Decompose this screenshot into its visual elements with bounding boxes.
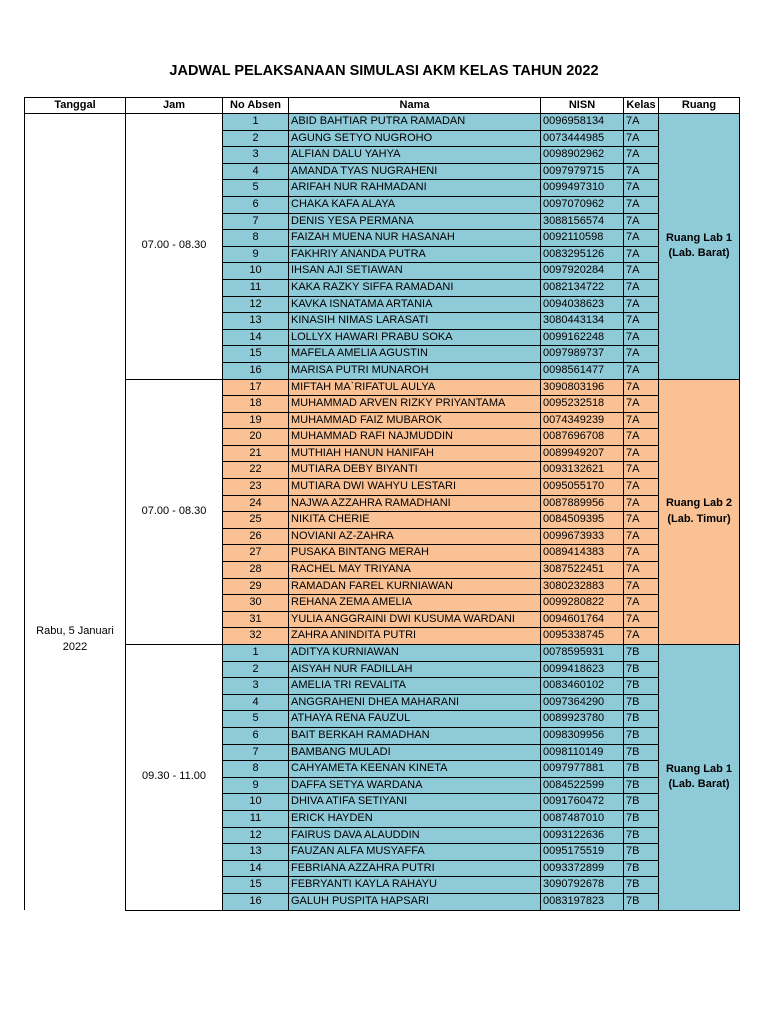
- student-name: AMANDA TYAS NUGRAHENI: [289, 163, 541, 180]
- nisn-value: 3088156574: [541, 213, 624, 230]
- kelas-value: 7A: [624, 213, 659, 230]
- nisn-value: 0089414383: [541, 545, 624, 562]
- student-name: ADITYA KURNIAWAN: [289, 645, 541, 662]
- nisn-value: 0091760472: [541, 794, 624, 811]
- nisn-value: 0098309956: [541, 727, 624, 744]
- student-name: FEBRIANA AZZAHRA PUTRI: [289, 860, 541, 877]
- header-tanggal: Tanggal: [25, 98, 126, 114]
- absen-number: 2: [223, 661, 289, 678]
- page-title: JADWAL PELAKSANAAN SIMULASI AKM KELAS TAHUN 2022: [169, 63, 599, 79]
- student-name: YULIA ANGGRAINI DWI KUSUMA WARDANI: [289, 611, 541, 628]
- absen-number: 15: [223, 877, 289, 894]
- kelas-value: 7B: [624, 877, 659, 894]
- nisn-value: 3090803196: [541, 379, 624, 396]
- room-location: (Lab. Barat): [668, 778, 730, 791]
- student-name: MUHAMMAD ARVEN RIZKY PRIYANTAMA: [289, 396, 541, 413]
- absen-number: 4: [223, 163, 289, 180]
- header-ruang: Ruang: [659, 98, 740, 114]
- time-slot-cell: 07.00 - 08.30: [126, 114, 223, 380]
- kelas-value: 7B: [624, 777, 659, 794]
- absen-number: 4: [223, 694, 289, 711]
- absen-number: 5: [223, 180, 289, 197]
- absen-number: 28: [223, 562, 289, 579]
- absen-number: 13: [223, 844, 289, 861]
- kelas-value: 7A: [624, 528, 659, 545]
- nisn-value: 0084509395: [541, 512, 624, 529]
- kelas-value: 7A: [624, 263, 659, 280]
- nisn-value: 0098902962: [541, 147, 624, 164]
- student-name: NOVIANI AZ-ZAHRA: [289, 528, 541, 545]
- nisn-value: 0096958134: [541, 114, 624, 131]
- student-name: NAJWA AZZAHRA RAMADHANI: [289, 495, 541, 512]
- student-name: ARIFAH NUR RAHMADANI: [289, 180, 541, 197]
- absen-number: 3: [223, 678, 289, 695]
- absen-number: 6: [223, 727, 289, 744]
- room-name: Ruang Lab 1: [665, 231, 732, 244]
- kelas-value: 7B: [624, 827, 659, 844]
- student-name: MARISA PUTRI MUNAROH: [289, 362, 541, 379]
- kelas-value: 7B: [624, 678, 659, 695]
- nisn-value: 0083460102: [541, 678, 624, 695]
- kelas-value: 7A: [624, 595, 659, 612]
- nisn-value: 3080232883: [541, 578, 624, 595]
- absen-number: 26: [223, 528, 289, 545]
- kelas-value: 7A: [624, 313, 659, 330]
- absen-number: 9: [223, 777, 289, 794]
- kelas-value: 7B: [624, 860, 659, 877]
- student-name: MUHAMMAD RAFI NAJMUDDIN: [289, 429, 541, 446]
- absen-number: 25: [223, 512, 289, 529]
- student-name: CHAKA KAFA ALAYA: [289, 196, 541, 213]
- absen-number: 17: [223, 379, 289, 396]
- table-row: [25, 645, 740, 662]
- student-name: REHANA ZEMA AMELIA: [289, 595, 541, 612]
- kelas-value: 7A: [624, 246, 659, 263]
- student-name: KAKA RAZKY SIFFA RAMADANI: [289, 279, 541, 296]
- nisn-value: 0084522599: [541, 777, 624, 794]
- nisn-value: 0099673933: [541, 528, 624, 545]
- absen-number: 19: [223, 412, 289, 429]
- time-slot-cell: 07.00 - 08.30: [126, 379, 223, 645]
- nisn-value: 0097920284: [541, 263, 624, 280]
- nisn-value: 0097364290: [541, 694, 624, 711]
- nisn-value: 0099418623: [541, 661, 624, 678]
- student-name: AGUNG SETYO NUGROHO: [289, 130, 541, 147]
- absen-number: 10: [223, 263, 289, 280]
- kelas-value: 7B: [624, 711, 659, 728]
- student-name: AISYAH NUR FADILLAH: [289, 661, 541, 678]
- nisn-value: 0097070962: [541, 196, 624, 213]
- student-name: KAVKA ISNATAMA ARTANIA: [289, 296, 541, 313]
- nisn-value: 0095338745: [541, 628, 624, 645]
- header-jam: Jam: [126, 98, 223, 114]
- absen-number: 23: [223, 479, 289, 496]
- student-name: MAFELA AMELIA AGUSTIN: [289, 346, 541, 363]
- kelas-value: 7A: [624, 346, 659, 363]
- absen-number: 16: [223, 893, 289, 910]
- absen-number: 18: [223, 396, 289, 413]
- absen-number: 13: [223, 313, 289, 330]
- student-name: DHIVA ATIFA SETIYANI: [289, 794, 541, 811]
- header-nama: Nama: [289, 98, 541, 114]
- kelas-value: 7A: [624, 628, 659, 645]
- schedule-table: [24, 97, 740, 911]
- student-name: RACHEL MAY TRIYANA: [289, 562, 541, 579]
- kelas-value: 7A: [624, 562, 659, 579]
- header-kelas: Kelas: [624, 98, 659, 114]
- nisn-value: 0083295126: [541, 246, 624, 263]
- kelas-value: 7A: [624, 362, 659, 379]
- time-slot-cell: 09.30 - 11.00: [126, 645, 223, 911]
- student-name: NIKITA CHERIE: [289, 512, 541, 529]
- kelas-value: 7B: [624, 794, 659, 811]
- absen-number: 14: [223, 860, 289, 877]
- nisn-value: 0094601764: [541, 611, 624, 628]
- nisn-value: 0093372899: [541, 860, 624, 877]
- absen-number: 31: [223, 611, 289, 628]
- kelas-value: 7A: [624, 230, 659, 247]
- absen-number: 2: [223, 130, 289, 147]
- absen-number: 10: [223, 794, 289, 811]
- kelas-value: 7B: [624, 893, 659, 910]
- room-location: (Lab. Barat): [668, 247, 730, 260]
- absen-number: 8: [223, 230, 289, 247]
- kelas-value: 7A: [624, 163, 659, 180]
- kelas-value: 7A: [624, 412, 659, 429]
- kelas-value: 7A: [624, 279, 659, 296]
- kelas-value: 7A: [624, 130, 659, 147]
- student-name: RAMADAN FAREL KURNIAWAN: [289, 578, 541, 595]
- kelas-value: 7A: [624, 495, 659, 512]
- kelas-value: 7A: [624, 396, 659, 413]
- nisn-value: 0089923780: [541, 711, 624, 728]
- kelas-value: 7A: [624, 578, 659, 595]
- room-name: Ruang Lab 1: [665, 762, 732, 775]
- absen-number: 22: [223, 462, 289, 479]
- kelas-value: 7A: [624, 512, 659, 529]
- nisn-value: 0087487010: [541, 810, 624, 827]
- room-location: (Lab. Timur): [667, 512, 731, 525]
- kelas-value: 7B: [624, 727, 659, 744]
- student-name: MUTIARA DEBY BIYANTI: [289, 462, 541, 479]
- header-row: [25, 98, 740, 114]
- kelas-value: 7A: [624, 296, 659, 313]
- nisn-value: 0095055170: [541, 479, 624, 496]
- kelas-value: 7B: [624, 810, 659, 827]
- kelas-value: 7A: [624, 611, 659, 628]
- student-name: BAMBANG MULADI: [289, 744, 541, 761]
- room-cell: [659, 645, 740, 911]
- nisn-value: 0082134722: [541, 279, 624, 296]
- absen-number: 7: [223, 213, 289, 230]
- kelas-value: 7A: [624, 429, 659, 446]
- student-name: ATHAYA RENA FAUZUL: [289, 711, 541, 728]
- header-nisn: NISN: [541, 98, 624, 114]
- kelas-value: 7A: [624, 445, 659, 462]
- date-line2: 2022: [62, 640, 88, 653]
- nisn-value: 3087522451: [541, 562, 624, 579]
- student-name: AMELIA TRI REVALITA: [289, 678, 541, 695]
- student-name: DENIS YESA PERMANA: [289, 213, 541, 230]
- student-name: IHSAN AJI SETIAWAN: [289, 263, 541, 280]
- nisn-value: 3090792678: [541, 877, 624, 894]
- absen-number: 14: [223, 329, 289, 346]
- kelas-value: 7A: [624, 545, 659, 562]
- room-name: Ruang Lab 2: [665, 497, 732, 510]
- absen-number: 30: [223, 595, 289, 612]
- nisn-value: 0073444985: [541, 130, 624, 147]
- absen-number: 16: [223, 362, 289, 379]
- student-name: FAIRUS DAVA ALAUDDIN: [289, 827, 541, 844]
- absen-number: 1: [223, 645, 289, 662]
- absen-number: 20: [223, 429, 289, 446]
- header-no-absen: No Absen: [223, 98, 289, 114]
- absen-number: 3: [223, 147, 289, 164]
- kelas-value: 7B: [624, 744, 659, 761]
- absen-number: 32: [223, 628, 289, 645]
- nisn-value: 0089949207: [541, 445, 624, 462]
- kelas-value: 7B: [624, 661, 659, 678]
- kelas-value: 7A: [624, 479, 659, 496]
- absen-number: 1: [223, 114, 289, 131]
- kelas-value: 7A: [624, 379, 659, 396]
- absen-number: 27: [223, 545, 289, 562]
- student-name: DAFFA SETYA WARDANA: [289, 777, 541, 794]
- absen-number: 9: [223, 246, 289, 263]
- student-name: ZAHRA ANINDITA PUTRI: [289, 628, 541, 645]
- kelas-value: 7A: [624, 114, 659, 131]
- kelas-value: 7A: [624, 196, 659, 213]
- nisn-value: 0095175519: [541, 844, 624, 861]
- nisn-value: 0074349239: [541, 412, 624, 429]
- student-name: LOLLYX HAWARI PRABU SOKA: [289, 329, 541, 346]
- kelas-value: 7A: [624, 147, 659, 164]
- kelas-value: 7B: [624, 761, 659, 778]
- kelas-value: 7A: [624, 180, 659, 197]
- absen-number: 6: [223, 196, 289, 213]
- nisn-value: 0095232518: [541, 396, 624, 413]
- nisn-value: 0078595931: [541, 645, 624, 662]
- date-cell: [25, 114, 126, 911]
- absen-number: 7: [223, 744, 289, 761]
- student-name: MIFTAH MA`RIFATUL AULYA: [289, 379, 541, 396]
- nisn-value: 0099497310: [541, 180, 624, 197]
- nisn-value: 0098561477: [541, 362, 624, 379]
- nisn-value: 0087696708: [541, 429, 624, 446]
- nisn-value: 0097989737: [541, 346, 624, 363]
- nisn-value: 3080443134: [541, 313, 624, 330]
- absen-number: 12: [223, 827, 289, 844]
- absen-number: 5: [223, 711, 289, 728]
- absen-number: 15: [223, 346, 289, 363]
- absen-number: 11: [223, 279, 289, 296]
- student-name: ALFIAN DALU YAHYA: [289, 147, 541, 164]
- table-row: [25, 114, 740, 131]
- student-name: ERICK HAYDEN: [289, 810, 541, 827]
- nisn-value: 0097977881: [541, 761, 624, 778]
- kelas-value: 7A: [624, 329, 659, 346]
- absen-number: 12: [223, 296, 289, 313]
- kelas-value: 7B: [624, 694, 659, 711]
- student-name: MUHAMMAD FAIZ MUBAROK: [289, 412, 541, 429]
- kelas-value: 7B: [624, 844, 659, 861]
- student-name: KINASIH NIMAS LARASATI: [289, 313, 541, 330]
- nisn-value: 0094038623: [541, 296, 624, 313]
- room-cell: [659, 379, 740, 645]
- student-name: FAUZAN ALFA MUSYAFFA: [289, 844, 541, 861]
- student-name: ABID BAHTIAR PUTRA RAMADAN: [289, 114, 541, 131]
- absen-number: 29: [223, 578, 289, 595]
- nisn-value: 0087889956: [541, 495, 624, 512]
- absen-number: 21: [223, 445, 289, 462]
- nisn-value: 0092110598: [541, 230, 624, 247]
- kelas-value: 7A: [624, 462, 659, 479]
- student-name: ANGGRAHENI DHEA MAHARANI: [289, 694, 541, 711]
- nisn-value: 0093132621: [541, 462, 624, 479]
- student-name: MUTIARA DWI WAHYU LESTARI: [289, 479, 541, 496]
- student-name: FAIZAH MUENA NUR HASANAH: [289, 230, 541, 247]
- nisn-value: 0083197823: [541, 893, 624, 910]
- student-name: FEBRYANTI KAYLA RAHAYU: [289, 877, 541, 894]
- nisn-value: 0098110149: [541, 744, 624, 761]
- room-cell: [659, 114, 740, 380]
- student-name: BAIT BERKAH RAMADHAN: [289, 727, 541, 744]
- nisn-value: 0099280822: [541, 595, 624, 612]
- student-name: MUTHIAH HANUN HANIFAH: [289, 445, 541, 462]
- kelas-value: 7B: [624, 645, 659, 662]
- date-line1: Rabu, 5 Januari: [36, 625, 114, 637]
- student-name: GALUH PUSPITA HAPSARI: [289, 893, 541, 910]
- student-name: PUSAKA BINTANG MERAH: [289, 545, 541, 562]
- nisn-value: 0099162248: [541, 329, 624, 346]
- table-row: [25, 379, 740, 396]
- student-name: FAKHRIY ANANDA PUTRA: [289, 246, 541, 263]
- nisn-value: 0093122636: [541, 827, 624, 844]
- absen-number: 8: [223, 761, 289, 778]
- absen-number: 24: [223, 495, 289, 512]
- absen-number: 11: [223, 810, 289, 827]
- nisn-value: 0097979715: [541, 163, 624, 180]
- student-name: CAHYAMETA KEENAN KINETA: [289, 761, 541, 778]
